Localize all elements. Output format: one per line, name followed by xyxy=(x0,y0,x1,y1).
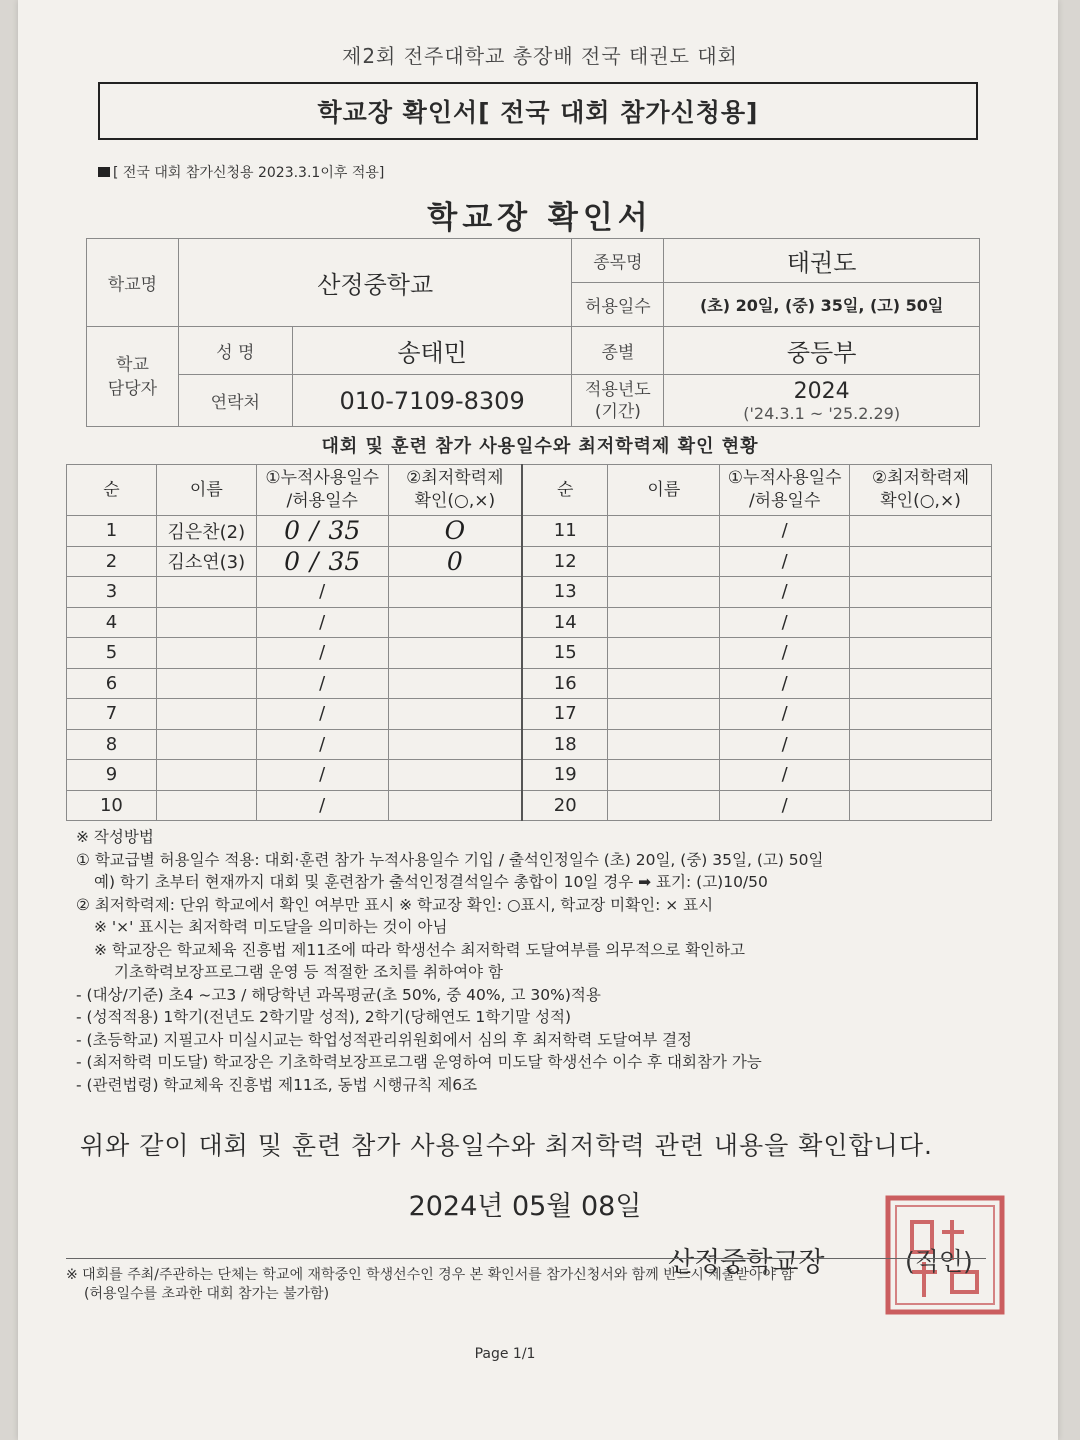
page-title: 학교장 확인서 xyxy=(427,200,653,236)
row-days-text: / xyxy=(781,764,788,786)
slash: / xyxy=(319,764,326,786)
table-row xyxy=(67,638,992,669)
slash: / xyxy=(319,642,326,664)
row-confirm xyxy=(388,668,522,699)
row-days xyxy=(720,699,850,730)
row-name xyxy=(156,699,256,730)
header-days: ①누적사용일수 /허용일수 xyxy=(256,465,388,516)
row-no xyxy=(522,729,608,760)
row-no-text: 7 xyxy=(105,703,118,725)
row-name xyxy=(608,668,720,699)
row-no xyxy=(522,668,608,699)
row-no xyxy=(522,577,608,608)
row-days xyxy=(720,516,850,547)
table-row xyxy=(67,516,992,547)
row-days-text: / xyxy=(781,733,788,755)
row-name xyxy=(156,760,256,791)
header-name: 이름 xyxy=(608,465,720,516)
square-bullet-icon xyxy=(98,167,110,177)
row-days xyxy=(256,607,388,638)
header-no: 순 xyxy=(522,465,608,516)
row-no-text: 10 xyxy=(99,794,123,816)
row-confirm xyxy=(388,760,522,791)
guide-line: - (초등학교) 지필고사 미실시교는 학업성적관리위원회에서 심의 후 최저학력 도달여부 결정 xyxy=(76,1030,693,1049)
row-days xyxy=(256,729,388,760)
row-days xyxy=(720,607,850,638)
row-name xyxy=(608,516,720,547)
row-name xyxy=(608,699,720,730)
guide-heading: ※ 작성방법 xyxy=(76,828,154,846)
row-confirm xyxy=(388,546,522,577)
row-name xyxy=(156,607,256,638)
row-days xyxy=(720,760,850,791)
row-name xyxy=(156,729,256,760)
row-no-text: 15 xyxy=(553,642,577,664)
year-value: 2024 xyxy=(793,378,850,404)
issue-date: 2024년 05월 08일 xyxy=(408,1191,642,1222)
row-confirm xyxy=(388,638,522,669)
row-days xyxy=(720,638,850,669)
slash: / xyxy=(319,581,326,603)
row-days xyxy=(256,760,388,791)
guide-line: ※ 학교장은 학교체육 진흥법 제11조에 따라 학생선수 최저학력 도달여부를 의무적으로 확인하고 xyxy=(94,940,745,959)
row-confirm xyxy=(850,668,992,699)
row-no-text: 11 xyxy=(553,520,577,542)
row-name xyxy=(608,607,720,638)
applicability-note xyxy=(98,162,384,182)
contact-label: 연락처 xyxy=(178,375,292,427)
row-no-text: 18 xyxy=(553,733,577,755)
header-confirm: ②최저학력제 확인(○,×) xyxy=(388,465,522,516)
row-confirm xyxy=(850,790,992,821)
info-table xyxy=(86,238,980,427)
header-name: 이름 xyxy=(156,465,256,516)
row-no xyxy=(67,790,157,821)
table-header-row xyxy=(67,465,992,516)
row-no-text: 2 xyxy=(105,550,118,572)
row-confirm-text: O xyxy=(444,516,466,546)
row-confirm xyxy=(850,516,992,547)
guide-line: - (대상/기준) 초4 ~고3 / 해당학년 과목평균(초 50%, 중 40%, 고 30%)적용 xyxy=(76,985,601,1004)
row-days xyxy=(256,790,388,821)
row-days-text: / xyxy=(781,581,788,603)
row-name xyxy=(156,577,256,608)
row-no-text: 19 xyxy=(553,764,577,786)
event-title: 제2회 전주대학교 총장배 전국 태권도 대회 xyxy=(342,44,738,68)
row-no-text: 14 xyxy=(553,611,577,633)
slash: / xyxy=(319,703,326,725)
table-row xyxy=(67,760,992,791)
row-no-text: 1 xyxy=(105,520,118,542)
contact-value: 010-7109-8309 xyxy=(292,375,572,427)
guide-line: 기초학력보장프로그램 운영 등 적절한 조치를 취하여야 함 xyxy=(114,963,503,981)
row-name xyxy=(156,516,256,547)
header-confirm: ②최저학력제 확인(○,×) xyxy=(850,465,992,516)
row-days-text: / xyxy=(781,672,788,694)
row-no xyxy=(67,668,157,699)
row-no xyxy=(67,607,157,638)
row-no xyxy=(522,638,608,669)
row-confirm-text: 0 xyxy=(446,546,463,576)
row-no xyxy=(522,546,608,577)
boxed-title: 학교장 확인서[ 전국 대회 참가신청용] xyxy=(98,82,978,140)
row-no xyxy=(67,638,157,669)
row-no xyxy=(522,790,608,821)
writing-guide xyxy=(76,826,976,1096)
row-no-text: 4 xyxy=(105,611,118,633)
participation-table xyxy=(66,464,992,821)
table-row xyxy=(67,729,992,760)
row-no xyxy=(67,546,157,577)
row-no xyxy=(67,729,157,760)
row-days-text: / xyxy=(781,642,788,664)
footer-line: ※ 대회를 주최/주관하는 단체는 학교에 재학중인 학생선수인 경우 본 확인서를 참가신청서와 함께 반드시 제출받아야 함 xyxy=(66,1267,794,1283)
stamp-mark: (직인) xyxy=(905,1247,973,1276)
row-days xyxy=(256,699,388,730)
row-name-text: 김소연(3) xyxy=(167,552,246,574)
row-no-text: 6 xyxy=(105,672,118,694)
year-label: 적용년도 (기간) xyxy=(572,375,664,427)
row-days xyxy=(720,668,850,699)
table-row xyxy=(67,790,992,821)
row-days xyxy=(256,577,388,608)
guide-line: ② 최저학력제: 단위 학교에서 확인 여부만 표시 ※ 학교장 확인: ○표시, 학교장 미확인: × 표시 xyxy=(76,895,714,914)
guide-line: ※ '×' 표시는 최저학력 미도달을 의미하는 것이 아님 xyxy=(94,918,448,936)
row-confirm xyxy=(388,699,522,730)
slash: / xyxy=(319,733,326,755)
row-no-text: 3 xyxy=(105,581,118,603)
row-confirm xyxy=(850,638,992,669)
row-days xyxy=(720,577,850,608)
footer-divider xyxy=(66,1258,986,1259)
row-days xyxy=(720,729,850,760)
row-name-text: 김은찬(2) xyxy=(167,521,246,543)
row-no xyxy=(67,699,157,730)
slash: / xyxy=(310,546,319,576)
row-name xyxy=(608,577,720,608)
row-name xyxy=(608,638,720,669)
principal-title: 산정중학교장 xyxy=(668,1247,825,1278)
applicability-note-text: [ 전국 대회 참가신청용 2023.3.1이후 적용] xyxy=(113,165,385,181)
guide-line: - (최저학력 미도달) 학교장은 기초학력보장프로그램 운영하여 미도달 학생선수 이수 후 대회참가 가능 xyxy=(76,1053,762,1071)
division-value: 중등부 xyxy=(664,327,980,375)
allowed-days-value: (초) 20일, (중) 35일, (고) 50일 xyxy=(664,283,980,327)
school-label: 학교명 xyxy=(87,239,179,327)
days-used: 0 xyxy=(284,516,301,546)
row-confirm xyxy=(850,729,992,760)
row-no-text: 5 xyxy=(105,642,118,664)
name-value: 송태민 xyxy=(292,327,572,375)
row-confirm xyxy=(850,699,992,730)
row-days xyxy=(256,668,388,699)
row-name xyxy=(608,760,720,791)
guide-line: - (성적적용) 1학기(전년도 2학기말 성적), 2학기(당해연도 1학기말 성적) xyxy=(76,1008,572,1026)
row-name xyxy=(156,546,256,577)
table-row xyxy=(67,577,992,608)
name-label: 성 명 xyxy=(178,327,292,375)
year-cell xyxy=(664,375,980,427)
row-confirm xyxy=(850,607,992,638)
row-days-text: / xyxy=(781,703,788,725)
manager-label: 학교 담당자 xyxy=(87,327,179,427)
row-days-text: / xyxy=(781,550,788,572)
row-name xyxy=(156,638,256,669)
row-days xyxy=(720,790,850,821)
table-row xyxy=(67,699,992,730)
slash: / xyxy=(310,516,319,546)
footer-note xyxy=(66,1266,986,1304)
table-row xyxy=(67,546,992,577)
period-value: ('24.3.1 ~ '25.2.29) xyxy=(743,403,901,423)
row-no-text: 13 xyxy=(553,581,577,603)
row-days xyxy=(720,546,850,577)
row-days xyxy=(256,516,388,547)
confirmation-statement: 위와 같이 대회 및 훈련 참가 사용일수와 최저학력 관련 내용을 확인합니다. xyxy=(80,1131,933,1160)
event-label: 종목명 xyxy=(572,239,664,283)
row-name xyxy=(608,729,720,760)
row-no xyxy=(522,607,608,638)
row-no xyxy=(67,760,157,791)
allowed-days-label: 허용일수 xyxy=(572,283,664,327)
row-confirm xyxy=(850,577,992,608)
row-name xyxy=(608,546,720,577)
row-confirm xyxy=(388,790,522,821)
row-confirm xyxy=(850,760,992,791)
row-no xyxy=(522,516,608,547)
guide-line: ① 학교급별 허용일수 적용: 대회·훈련 참가 누적사용일수 기입 / 출석인정일수 (초) 20일, (중) 35일, (고) 50일 xyxy=(76,850,824,869)
event-value: 태권도 xyxy=(664,239,980,283)
row-no-text: 16 xyxy=(553,672,577,694)
row-no xyxy=(67,516,157,547)
slash: / xyxy=(319,672,326,694)
guide-line: 예) 학기 초부터 현재까지 대회 및 훈련참가 출석인정결석일수 총합이 10일 경우 ➡ 표기: (고)10/50 xyxy=(94,873,768,891)
row-name xyxy=(156,790,256,821)
row-name xyxy=(608,790,720,821)
row-days xyxy=(256,638,388,669)
row-no xyxy=(522,699,608,730)
row-no-text: 8 xyxy=(105,733,118,755)
row-confirm xyxy=(850,546,992,577)
row-confirm xyxy=(388,577,522,608)
row-no xyxy=(67,577,157,608)
row-no-text: 12 xyxy=(553,550,577,572)
row-no-text: 9 xyxy=(105,764,118,786)
division-label: 종별 xyxy=(572,327,664,375)
row-days-text: / xyxy=(781,794,788,816)
row-days xyxy=(256,546,388,577)
row-confirm xyxy=(388,729,522,760)
days-allowed: 35 xyxy=(328,516,361,546)
slash: / xyxy=(319,611,326,633)
table-row xyxy=(67,668,992,699)
header-no: 순 xyxy=(67,465,157,516)
row-confirm xyxy=(388,516,522,547)
row-no xyxy=(522,760,608,791)
row-no-text: 20 xyxy=(553,794,577,816)
guide-line: - (관련법령) 학교체육 진흥법 제11조, 동법 시행규칙 제6조 xyxy=(76,1075,478,1094)
row-days-text: / xyxy=(781,520,788,542)
days-used: 0 xyxy=(284,546,301,576)
row-no-text: 17 xyxy=(553,703,577,725)
row-name xyxy=(156,668,256,699)
days-allowed: 35 xyxy=(328,546,361,576)
page-number: Page 1/1 xyxy=(474,1346,536,1362)
header-days: ①누적사용일수 /허용일수 xyxy=(720,465,850,516)
school-value: 산정중학교 xyxy=(178,239,572,327)
row-confirm xyxy=(388,607,522,638)
slash: / xyxy=(319,794,326,816)
row-days-text: / xyxy=(781,611,788,633)
footer-line: (허용일수를 초과한 대회 참가는 불가함) xyxy=(84,1286,330,1302)
table-row xyxy=(67,607,992,638)
table-subtitle: 대회 및 훈련 참가 사용일수와 최저학력제 확인 현황 xyxy=(321,436,759,457)
